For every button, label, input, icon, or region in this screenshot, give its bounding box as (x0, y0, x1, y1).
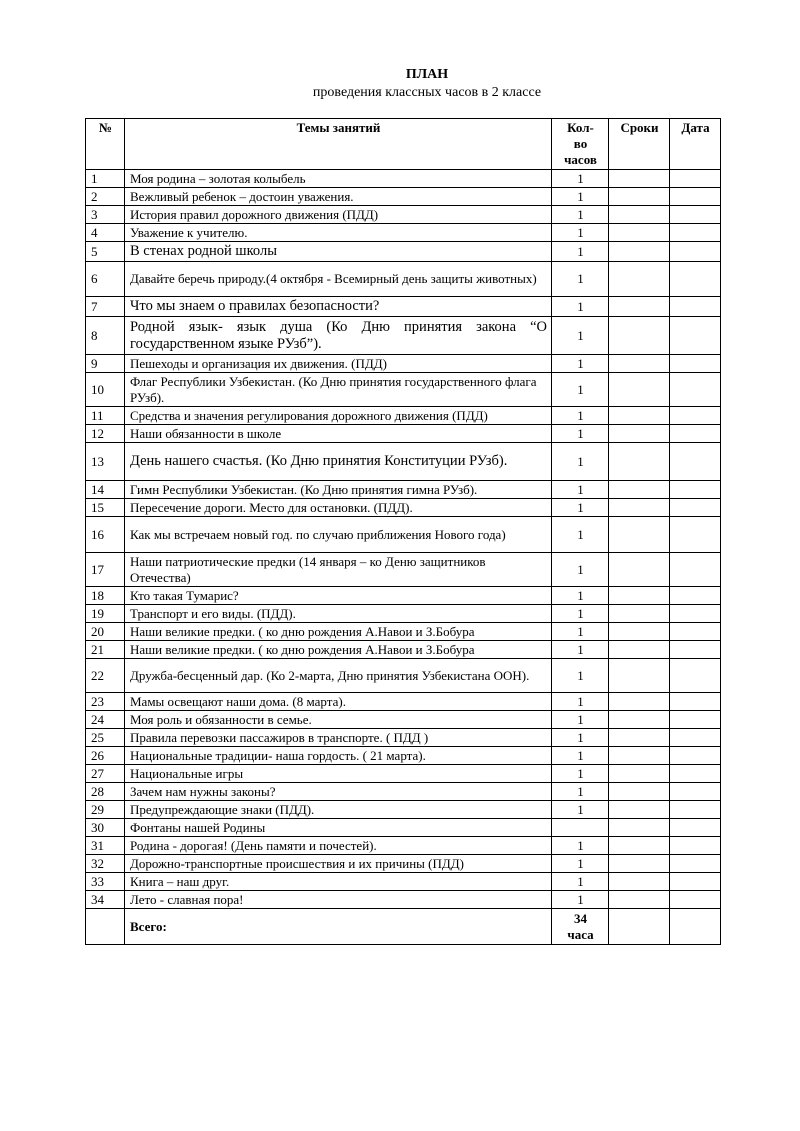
row-terms-cell (609, 297, 670, 317)
row-number: 9 (86, 355, 125, 373)
row-hours: 1 (552, 711, 609, 729)
row-topic: Национальные игры (125, 765, 552, 783)
row-terms-cell (609, 317, 670, 355)
row-terms-cell (609, 855, 670, 873)
row-topic: Флаг Республики Узбекистан. (Ко Дню принятия государственного флага РУзб). (125, 373, 552, 407)
row-hours: 1 (552, 783, 609, 801)
table-row (86, 373, 721, 407)
row-terms-cell (609, 587, 670, 605)
table-row (86, 693, 721, 711)
row-date-cell (670, 641, 721, 659)
row-hours: 1 (552, 747, 609, 765)
total-terms-cell (609, 909, 670, 945)
row-terms-cell (609, 170, 670, 188)
column-header-hours-line1: Кол- (567, 120, 594, 135)
row-terms-cell (609, 373, 670, 407)
row-hours: 1 (552, 659, 609, 693)
row-date-cell (670, 373, 721, 407)
table-row (86, 224, 721, 242)
row-number: 32 (86, 855, 125, 873)
row-number: 11 (86, 407, 125, 425)
column-header-date: Дата (670, 119, 721, 170)
row-topic: Зачем нам нужны законы? (125, 783, 552, 801)
row-terms-cell (609, 819, 670, 837)
table-row (86, 517, 721, 553)
row-number: 3 (86, 206, 125, 224)
row-date-cell (670, 297, 721, 317)
row-topic: Пересечение дороги. Место для остановки. (ПДД). (125, 499, 552, 517)
row-hours: 1 (552, 623, 609, 641)
row-date-cell (670, 587, 721, 605)
row-terms-cell (609, 765, 670, 783)
table-row (86, 855, 721, 873)
row-topic: Наши великие предки. ( ко дню рождения А.Навои и З.Бобура (125, 641, 552, 659)
table-row (86, 425, 721, 443)
table-row (86, 837, 721, 855)
row-topic: Гимн Республики Узбекистан. (Ко Дню принятия гимна РУзб). (125, 481, 552, 499)
row-number: 34 (86, 891, 125, 909)
row-topic: Родной язык- язык душа (Ко Дню принятия закона “О государственном языке РУзб”). (125, 317, 552, 355)
row-date-cell (670, 801, 721, 819)
row-number: 6 (86, 262, 125, 297)
row-topic: Книга – наш друг. (125, 873, 552, 891)
row-date-cell (670, 891, 721, 909)
row-terms-cell (609, 873, 670, 891)
table-row (86, 711, 721, 729)
table-row (86, 641, 721, 659)
row-hours: 1 (552, 499, 609, 517)
row-topic: Наши обязанности в школе (125, 425, 552, 443)
table-row (86, 729, 721, 747)
row-hours (552, 819, 609, 837)
row-hours: 1 (552, 729, 609, 747)
row-topic: Как мы встречаем новый год. по случаю приближения Нового года) (125, 517, 552, 553)
row-topic: Средства и значения регулирования дорожного движения (ПДД) (125, 407, 552, 425)
row-number: 21 (86, 641, 125, 659)
row-hours: 1 (552, 425, 609, 443)
row-hours: 1 (552, 206, 609, 224)
table-row (86, 443, 721, 481)
table-row (86, 262, 721, 297)
row-hours: 1 (552, 855, 609, 873)
table-row (86, 206, 721, 224)
row-topic: Кто такая Тумарис? (125, 587, 552, 605)
row-date-cell (670, 693, 721, 711)
row-number: 20 (86, 623, 125, 641)
table-row (86, 623, 721, 641)
table-row (86, 819, 721, 837)
row-date-cell (670, 499, 721, 517)
column-header-hours-line3: часов (564, 152, 597, 167)
row-date-cell (670, 407, 721, 425)
row-terms-cell (609, 206, 670, 224)
row-number: 2 (86, 188, 125, 206)
row-terms-cell (609, 481, 670, 499)
table-row (86, 481, 721, 499)
row-terms-cell (609, 801, 670, 819)
row-date-cell (670, 623, 721, 641)
row-number: 7 (86, 297, 125, 317)
row-number: 28 (86, 783, 125, 801)
row-topic: Наши великие предки. ( ко дню рождения А.Навои и З.Бобура (125, 623, 552, 641)
row-number: 23 (86, 693, 125, 711)
row-hours: 1 (552, 553, 609, 587)
table-row (86, 873, 721, 891)
row-date-cell (670, 517, 721, 553)
column-header-number: № (86, 119, 125, 170)
row-hours: 1 (552, 801, 609, 819)
row-number: 19 (86, 605, 125, 623)
row-date-cell (670, 783, 721, 801)
row-number: 16 (86, 517, 125, 553)
table-row (86, 605, 721, 623)
row-terms-cell (609, 425, 670, 443)
column-header-hours (552, 119, 609, 170)
total-hours-value: 34 (574, 910, 587, 926)
row-terms-cell (609, 837, 670, 855)
row-date-cell (670, 170, 721, 188)
row-number: 29 (86, 801, 125, 819)
row-terms-cell (609, 891, 670, 909)
row-topic: Мамы освещают наши дома. (8 марта). (125, 693, 552, 711)
table-row (86, 170, 721, 188)
row-date-cell (670, 855, 721, 873)
row-topic: Моя родина – золотая колыбель (125, 170, 552, 188)
row-date-cell (670, 481, 721, 499)
table-row (86, 188, 721, 206)
row-date-cell (670, 206, 721, 224)
row-terms-cell (609, 188, 670, 206)
plan-table (85, 118, 721, 945)
row-terms-cell (609, 499, 670, 517)
row-number: 31 (86, 837, 125, 855)
row-terms-cell (609, 355, 670, 373)
row-number: 10 (86, 373, 125, 407)
row-number: 8 (86, 317, 125, 355)
table-row (86, 587, 721, 605)
row-date-cell (670, 819, 721, 837)
row-terms-cell (609, 729, 670, 747)
row-hours: 1 (552, 443, 609, 481)
row-date-cell (670, 317, 721, 355)
row-topic: Транспорт и его виды. (ПДД). (125, 605, 552, 623)
row-topic: Давайте беречь природу.(4 октября - Всемирный день защиты животных) (125, 262, 552, 297)
row-hours: 1 (552, 317, 609, 355)
row-date-cell (670, 729, 721, 747)
column-header-topic: Темы занятий (125, 119, 552, 170)
table-row (86, 659, 721, 693)
row-terms-cell (609, 747, 670, 765)
row-date-cell (670, 765, 721, 783)
row-terms-cell (609, 641, 670, 659)
column-header-hours-line2: во (573, 136, 588, 151)
row-topic: Вежливый ребенок – достоин уважения. (125, 188, 552, 206)
row-number: 18 (86, 587, 125, 605)
row-terms-cell (609, 783, 670, 801)
row-number: 30 (86, 819, 125, 837)
row-terms-cell (609, 553, 670, 587)
table-row (86, 783, 721, 801)
row-date-cell (670, 262, 721, 297)
table-row (86, 297, 721, 317)
row-hours: 1 (552, 891, 609, 909)
row-topic: Фонтаны нашей Родины (125, 819, 552, 837)
row-terms-cell (609, 623, 670, 641)
row-date-cell (670, 443, 721, 481)
row-terms-cell (609, 443, 670, 481)
row-topic: Дорожно-транспортные происшествия и их причины (ПДД) (125, 855, 552, 873)
row-topic: История правил дорожного движения (ПДД) (125, 206, 552, 224)
row-hours: 1 (552, 873, 609, 891)
table-row (86, 553, 721, 587)
page-subtitle: проведения классных часов в 2 классе (312, 85, 542, 100)
table-row (86, 747, 721, 765)
row-hours: 1 (552, 517, 609, 553)
row-number: 22 (86, 659, 125, 693)
row-number: 17 (86, 553, 125, 587)
row-terms-cell (609, 224, 670, 242)
row-date-cell (670, 425, 721, 443)
row-topic: Уважение к учителю. (125, 224, 552, 242)
total-label: Всего: (125, 909, 552, 945)
column-header-terms: Сроки (609, 119, 670, 170)
row-date-cell (670, 224, 721, 242)
row-terms-cell (609, 262, 670, 297)
table-row (86, 499, 721, 517)
row-date-cell (670, 659, 721, 693)
row-terms-cell (609, 605, 670, 623)
row-topic: Правила перевозки пассажиров в транспорте. ( ПДД ) (125, 729, 552, 747)
row-number: 33 (86, 873, 125, 891)
table-row (86, 355, 721, 373)
row-date-cell (670, 711, 721, 729)
row-hours: 1 (552, 170, 609, 188)
total-number-cell (86, 909, 125, 945)
row-hours: 1 (552, 355, 609, 373)
row-topic: Моя роль и обязанности в семье. (125, 711, 552, 729)
row-terms-cell (609, 693, 670, 711)
total-hours-unit: часа (567, 926, 594, 942)
row-hours: 1 (552, 242, 609, 262)
row-date-cell (670, 553, 721, 587)
row-hours: 1 (552, 605, 609, 623)
row-date-cell (670, 747, 721, 765)
row-topic: Лето - славная пора! (125, 891, 552, 909)
table-row (86, 242, 721, 262)
row-terms-cell (609, 242, 670, 262)
row-hours: 1 (552, 224, 609, 242)
row-number: 1 (86, 170, 125, 188)
table-row (86, 765, 721, 783)
row-topic: День нашего счастья. (Ко Дню принятия Конституции РУзб). (125, 443, 552, 481)
row-number: 27 (86, 765, 125, 783)
row-number: 26 (86, 747, 125, 765)
row-number: 15 (86, 499, 125, 517)
row-number: 13 (86, 443, 125, 481)
row-hours: 1 (552, 262, 609, 297)
total-date-cell (670, 909, 721, 945)
row-number: 4 (86, 224, 125, 242)
row-topic: Что мы знаем о правилах безопасности? (125, 297, 552, 317)
row-number: 12 (86, 425, 125, 443)
row-number: 5 (86, 242, 125, 262)
row-hours: 1 (552, 693, 609, 711)
row-date-cell (670, 355, 721, 373)
row-hours: 1 (552, 373, 609, 407)
row-date-cell (670, 605, 721, 623)
row-topic: Наши патриотические предки (14 января – ко Деню защитников Отечества) (125, 553, 552, 587)
table-row (86, 317, 721, 355)
page-title: ПЛАН (405, 67, 449, 82)
row-date-cell (670, 188, 721, 206)
row-topic: Дружба-бесценный дар. (Ко 2-марта, Дню принятия Узбекистана ООН). (125, 659, 552, 693)
table-row (86, 801, 721, 819)
row-terms-cell (609, 711, 670, 729)
row-terms-cell (609, 407, 670, 425)
row-date-cell (670, 873, 721, 891)
row-hours: 1 (552, 765, 609, 783)
total-hours (552, 909, 609, 945)
row-number: 24 (86, 711, 125, 729)
row-terms-cell (609, 659, 670, 693)
row-hours: 1 (552, 481, 609, 499)
row-topic: В стенах родной школы (125, 242, 552, 262)
row-number: 25 (86, 729, 125, 747)
row-topic: Национальные традиции- наша гордость. ( 21 марта). (125, 747, 552, 765)
row-number: 14 (86, 481, 125, 499)
row-terms-cell (609, 517, 670, 553)
table-header-row (86, 119, 721, 170)
row-topic: Родина - дорогая! (День памяти и почестей). (125, 837, 552, 855)
row-hours: 1 (552, 297, 609, 317)
row-hours: 1 (552, 587, 609, 605)
row-date-cell (670, 837, 721, 855)
row-topic: Пешеходы и организация их движения. (ПДД) (125, 355, 552, 373)
row-hours: 1 (552, 407, 609, 425)
row-hours: 1 (552, 188, 609, 206)
table-row (86, 407, 721, 425)
total-row (86, 909, 721, 945)
row-hours: 1 (552, 641, 609, 659)
row-hours: 1 (552, 837, 609, 855)
table-row (86, 891, 721, 909)
row-topic: Предупреждающие знаки (ПДД). (125, 801, 552, 819)
row-date-cell (670, 242, 721, 262)
